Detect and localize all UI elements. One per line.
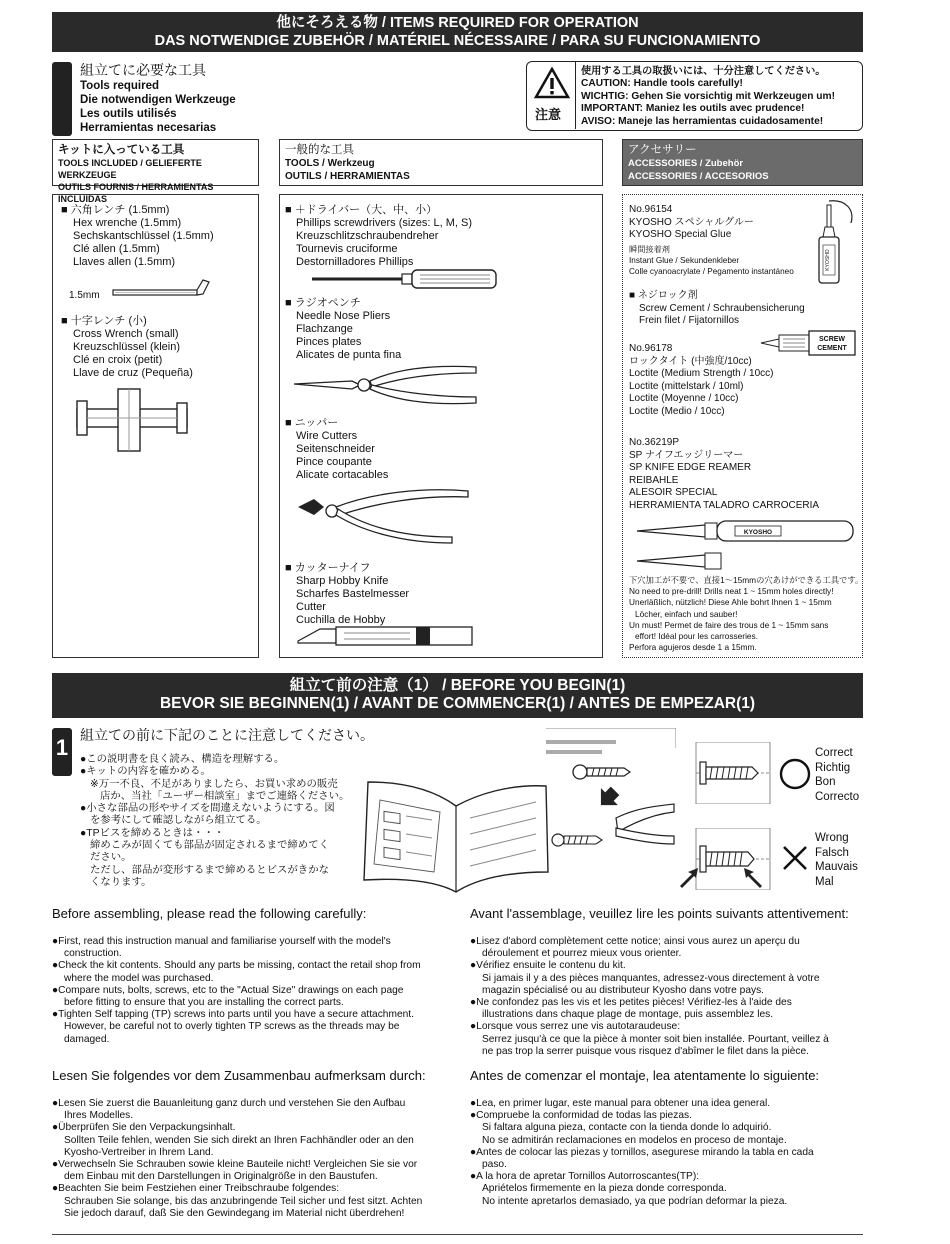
bottom-rule xyxy=(52,1234,863,1235)
step-item: 店か、当社「ユーザー相談室」までご連絡ください。 xyxy=(100,790,350,802)
correct-screw-icon xyxy=(690,742,776,804)
section2-title-2: BEVOR SIE BEGINNEN(1) / AVANT DE COMMENCER(1) / ANTES DE EMPEZAR(1) xyxy=(159,695,756,712)
hex-wrench-line: Sechskantschlüssel (1.5mm) xyxy=(73,230,214,242)
section2-bar xyxy=(52,673,863,718)
knife-text xyxy=(285,562,409,627)
correct-labels xyxy=(815,746,859,804)
glue-small-line: Instant Glue / Sekundenkleber xyxy=(629,256,740,265)
nipper-line: Seitenschneider xyxy=(296,443,375,455)
reamer-line: No.36219P xyxy=(629,437,680,448)
reamer-note: Perfora agujeros desde 1 a 15mm. xyxy=(629,642,757,653)
correct-label: Correcto xyxy=(815,790,860,803)
spanish-line: No intente apretarlos demasiado, ya que podrían deformar la pieza. xyxy=(482,1195,788,1207)
warning-triangle-icon xyxy=(534,67,570,99)
hex-wrench-line: Hex wrenche (1.5mm) xyxy=(73,217,182,229)
french-line: ●Vérifiez ensuite le contenu du kit. xyxy=(470,960,626,972)
col1-header-2: OUTILS FOURNIS / HERRAMIENTAS INCLUIDAS xyxy=(58,182,214,204)
step-item: くなります。 xyxy=(90,876,152,888)
caution-mark: 注意 xyxy=(535,107,562,122)
wrong-label: Wrong xyxy=(815,832,849,844)
german-line: Kyosho-Vertreiber in Ihrem Land. xyxy=(64,1146,214,1158)
correct-label: Bon xyxy=(815,776,836,788)
german-line: ●Beachten Sie beim Festziehen einer Treibschraube folgendes: xyxy=(52,1183,340,1195)
section2-title-1: 組立て前の注意（1） / BEFORE YOU BEGIN(1) xyxy=(289,677,626,694)
german-line: dem Einbau mit den Darstellungen in Originalgröße in den Baustufen. xyxy=(64,1171,378,1183)
nipper-title: ■ ニッパー xyxy=(285,417,339,429)
step-item: ●キットの内容を確かめる。 xyxy=(80,766,211,778)
knife-title: ■ カッターナイフ xyxy=(285,562,371,574)
caution-line-en: CAUTION: Handle tools carefully! xyxy=(581,78,743,90)
loctite-line: No.96178 xyxy=(629,343,673,354)
nipper-line: Pince coupante xyxy=(296,456,372,468)
tools-required-jp: 組立てに必要な工具 xyxy=(80,62,206,78)
step-number: 1 xyxy=(55,735,69,760)
cross-wrench-icon xyxy=(73,387,191,453)
col1-header-1: TOOLS INCLUDED / GELIEFERTE WERKZEUGE xyxy=(58,158,202,180)
header-title-1: 他にそろえる物 / ITEMS REQUIRED FOR OPERATION xyxy=(276,15,639,31)
knife-line: Cutter xyxy=(296,601,326,613)
tools-required-marker xyxy=(52,62,72,136)
pliers-title: ■ ラジオペンチ xyxy=(285,297,361,309)
spanish-line: Si faltara alguna pieza, contacte con la tienda donde lo adquirió. xyxy=(482,1122,772,1134)
german-line: Sollten Teile fehlen, wenden Sie sich direkt an Ihren Fachhändler oder an den xyxy=(64,1134,414,1146)
lock-line: Frein filet / Fijatornillos xyxy=(639,315,740,326)
loctite-line: ロックタイト (中強度/10cc) xyxy=(629,355,752,367)
spanish-body xyxy=(470,1098,865,1208)
reamer-note: No need to pre-drill! Drills neat 1 ~ 15mm holes directly! xyxy=(629,586,834,597)
english-body xyxy=(52,936,457,1046)
screwdriver-icon xyxy=(310,267,500,291)
knife-line: Cuchilla de Hobby xyxy=(296,614,386,626)
caution-box xyxy=(526,61,863,131)
german-line: ●Verwechseln Sie Schrauben sowie kleine Bauteile nicht! Vergleichen Sie sie vor xyxy=(52,1159,418,1171)
cross-wrench-title: ■ 十字レンチ (小) xyxy=(61,315,147,327)
glue-bottle-icon xyxy=(815,199,857,287)
tube-label-1: SCREW xyxy=(818,336,846,343)
spanish-section xyxy=(470,1068,865,1208)
german-body xyxy=(52,1098,457,1220)
english-line: ●Tighten Self tapping (TP) screws into parts until you have a secure attachment. xyxy=(52,1009,414,1021)
english-line: construction. xyxy=(64,948,122,960)
caution-line-jp: 使用する工具の取扱いには、十分注意してください。 xyxy=(581,66,826,77)
caution-line-es: AVISO: Maneje las herramientas cuidadosamente! xyxy=(581,115,824,127)
english-line: damaged. xyxy=(64,1033,110,1045)
reamer-line: SP ナイフエッジリーマー xyxy=(629,449,744,461)
knife-line: Scharfes Bastelmesser xyxy=(296,588,410,600)
screw-cement-tube-icon xyxy=(759,329,859,357)
english-section xyxy=(52,906,457,1046)
lock-title: ■ ネジロック剤 xyxy=(629,290,698,301)
hobby-knife-icon xyxy=(296,623,476,649)
english-line: However, be careful not to overly tighten TP screws as the threads may be xyxy=(64,1021,400,1033)
reamer-note: Un must! Permet de faire des trous de 1 ~ 15mm sans xyxy=(629,619,829,630)
col2-header-2: OUTILS / HERRAMIENTAS xyxy=(285,171,410,182)
tools-required-de: Die notwendigen Werkzeuge xyxy=(80,94,236,106)
french-line: Si jamais il y a des pièces manquantes, adressez-vous directement à votre xyxy=(482,972,820,984)
col2-header xyxy=(279,139,603,186)
wrong-label: Mauvais xyxy=(815,861,858,873)
french-line: ●Ne confondez pas les vis et les petites pièces! Vérifiez-les à l'aide des xyxy=(470,997,792,1009)
hex-wrench-icon xyxy=(111,278,211,304)
spanish-line: ●Antes de colocar las piezas y tornillos, asegurese mirando la tabla en cada xyxy=(470,1146,814,1158)
cross-wrench-line: Kreuzschlüssel (klein) xyxy=(73,341,180,353)
col1-header-jp: キットに入っている工具 xyxy=(58,144,185,156)
lock-text xyxy=(629,290,805,328)
reamer-line: HERRAMIENTA TALADRO CARROCERIA xyxy=(629,499,820,511)
french-line: Serrez jusqu'à ce que la pièce à monter soit bien installée. Pourtant, veillez à xyxy=(482,1033,829,1045)
cross-wrench-line: Cross Wrench (small) xyxy=(73,328,179,340)
pliers-line: Needle Nose Pliers xyxy=(296,310,391,322)
reamer-note: Unerläßlich, nützlich! Diese Ahle bohrt Ihnen 1 ~ 15mm xyxy=(629,597,832,608)
phillips-text xyxy=(285,204,472,269)
german-line: ●Lesen Sie zuerst die Bauanleitung ganz durch und verstehen Sie den Aufbau xyxy=(52,1098,406,1109)
wrong-x-icon xyxy=(781,844,809,872)
spanish-title: Antes de comenzar el montaje, lea atentamente lo siguiente: xyxy=(470,1068,820,1083)
correct-label: Correct xyxy=(815,747,853,759)
german-line: ●Überprüfen Sie den Verpackungsinhalt. xyxy=(52,1122,236,1134)
step-number-badge xyxy=(52,728,72,776)
glue-line: KYOSHO スペシャルグルー xyxy=(629,216,754,228)
correct-label: Richtig xyxy=(815,761,851,774)
tools-required-fr: Les outils utilisés xyxy=(80,108,177,120)
spanish-line: paso. xyxy=(482,1159,507,1171)
english-title: Before assembling, please read the following carefully: xyxy=(52,906,367,921)
english-line: ●Compare nuts, bolts, screws, etc to the "Actual Size" drawings on each page xyxy=(52,984,404,996)
tools-required-en: Tools required xyxy=(80,80,160,92)
french-line: ●Lorsque vous serrez une vis autotaraudeuse: xyxy=(470,1021,681,1033)
reamer-line: ALESOIR SPECIAL xyxy=(629,487,718,498)
hex-wrench-line: Clé allen (1.5mm) xyxy=(73,243,160,255)
german-line: Ihres Modelles. xyxy=(64,1110,134,1122)
tools-required-block xyxy=(80,61,236,135)
screw-actual-size-icon xyxy=(546,728,676,888)
german-title: Lesen Sie folgendes vor dem Zusammenbau aufmerksam durch: xyxy=(52,1068,426,1083)
col3-header-1: ACCESSORIES / Zubehör xyxy=(628,158,744,169)
col1-panel xyxy=(52,194,259,658)
french-body xyxy=(470,936,865,1058)
manual-book-icon xyxy=(360,760,552,900)
phillips-line: Tournevis cruciforme xyxy=(296,243,398,255)
step-item: を参考にして確認しながら組立てる。 xyxy=(90,815,267,827)
reamer-text xyxy=(629,437,819,512)
english-line: ●First, read this instruction manual and familiarise yourself with the model's xyxy=(52,936,391,947)
glue-small-text xyxy=(629,244,794,277)
spanish-line: No se admitirán reclamaciones en modelos en proceso de montaje. xyxy=(482,1134,787,1146)
reamer-icon xyxy=(635,517,857,573)
pliers-line: Pinces plates xyxy=(296,336,362,348)
french-line: déroulement et pourrez mieux vous orienter. xyxy=(482,948,682,960)
phillips-line: Kreuzschlitzschraubendreher xyxy=(296,230,439,242)
wrong-label: Falsch xyxy=(815,846,849,859)
step-item: ●小さな部品の形やサイズを間違えないようにする。図 xyxy=(80,803,335,815)
step-title: 組立ての前に下記のことに注意してください。 xyxy=(80,727,374,743)
step-list xyxy=(80,754,349,889)
english-line: where the model was purchased. xyxy=(64,972,214,984)
step-item: ●この説明書を良く読み、構造を理解する。 xyxy=(80,754,285,765)
phillips-line: Phillips screwdrivers (sizes: L, M, S) xyxy=(296,217,473,229)
loctite-line: Loctite (Medio / 10cc) xyxy=(629,405,725,417)
spanish-line: ●Compruebe la conformidad de todas las piezas. xyxy=(470,1110,692,1122)
reamer-note: 下穴加工が不要で、直接1～15mmの穴あけができる工具です。 xyxy=(629,575,864,585)
caution-line-de: WICHTIG: Gehen Sie vorsichtig mit Werkzeugen um! xyxy=(581,90,835,102)
german-line: Sie jedoch darauf, daß Sie den Gewindegang im Material nicht überdrehen! xyxy=(64,1207,405,1219)
reamer-notes xyxy=(629,575,863,653)
step-item: ●TPビスを締めるときは・・・ xyxy=(80,827,225,839)
phillips-line: Destornilladores Phillips xyxy=(296,256,414,268)
spanish-line: ●Lea, en primer lugar, este manual para obtener una idea general. xyxy=(470,1098,771,1109)
step-item: ただし、部品が変形するまで締めるとビスがきかな xyxy=(90,864,329,876)
nipper-line: Wire Cutters xyxy=(296,430,358,442)
loctite-line: Loctite (mittelstark / 10ml) xyxy=(629,380,744,392)
caution-text xyxy=(581,66,835,128)
glue-text xyxy=(629,204,754,242)
reamer-note: effort! Idéal pour les carrosseries. xyxy=(635,631,758,642)
pliers-text xyxy=(285,297,401,362)
col1-header xyxy=(52,139,259,204)
glue-small-line: 瞬間接着剤 xyxy=(629,245,670,254)
wrong-screw-icon xyxy=(678,828,776,890)
step-item: 締めこみが固くても部品が固定されるまで締めてく xyxy=(90,840,329,852)
caution-divider xyxy=(575,62,576,129)
french-line: ne pas trop la serrer puisque vous risquez d'abîmer le filet dans la pièce. xyxy=(482,1045,809,1057)
spanish-line: Apriételos firmemente en la pieza donde corresponda. xyxy=(482,1183,727,1195)
pliers-line: Flachzange xyxy=(296,323,353,335)
col3-header xyxy=(622,139,863,186)
glue-line: No.96154 xyxy=(629,204,673,215)
step-item: ※万一不良、不足がありましたら、お買い求めの販売 xyxy=(90,778,338,790)
german-line: Schrauben Sie solange, bis das anzubringende Teil sicher und fest sitzt. Achten xyxy=(64,1195,423,1207)
french-line: ●Lisez d'abord complètement cette notice; ainsi vous aurez un aperçu du xyxy=(470,936,800,947)
pliers-line: Alicates de punta fina xyxy=(296,349,402,361)
french-line: magazin spécialisé ou au distributeur Kyosho dans votre pays. xyxy=(482,984,765,996)
col2-header-jp: 一般的な工具 xyxy=(285,144,354,156)
knife-line: Sharp Hobby Knife xyxy=(296,575,389,587)
correct-circle-icon xyxy=(778,757,812,791)
glue-line: KYOSHO Special Glue xyxy=(629,229,732,240)
col2-header-1: TOOLS / Werkzeug xyxy=(285,158,375,169)
nipper-text xyxy=(285,417,388,482)
col3-header-2: ACCESSORIES / ACCESORIOS xyxy=(628,171,769,182)
french-section xyxy=(470,906,865,1058)
header-title-2: DAS NOTWENDIGE ZUBEHÖR / MATÉRIEL NÉCESSAIRE / PARA SU FUNCIONAMIENTO xyxy=(154,33,761,49)
wire-cutters-icon xyxy=(292,485,472,547)
col3-panel xyxy=(622,194,863,658)
loctite-line: Loctite (Moyenne / 10cc) xyxy=(629,393,739,404)
reamer-note: Löcher, einfach und sauber! xyxy=(635,608,738,619)
french-line: illustrations dans chaque plage de montage, puis assemblez les. xyxy=(482,1009,774,1021)
tube-label-2: CEMENT xyxy=(817,345,847,352)
hex-wrench-size: 1.5mm xyxy=(69,290,100,301)
english-line: before fitting to ensure that you are installing the correct parts. xyxy=(64,997,344,1009)
hex-wrench-text xyxy=(61,204,214,269)
german-section xyxy=(52,1068,457,1220)
french-title: Avant l'assemblage, veuillez lire les points suivants attentivement: xyxy=(470,906,849,921)
caution-line-fr: IMPORTANT: Maniez les outils avec prudence! xyxy=(581,103,805,115)
spanish-line: ●A la hora de apretar Tornillos Autorroscantes(TP): xyxy=(470,1171,700,1183)
cross-wrench-line: Clé en croix (petit) xyxy=(73,354,163,366)
loctite-text xyxy=(629,343,774,418)
phillips-title: ■ ＋ドライバー（大、中、小） xyxy=(285,204,438,216)
cross-wrench-text xyxy=(61,315,193,380)
glue-bottle-label: KYOSHO xyxy=(825,249,831,271)
glue-small-line: Colle cyanoacrylate / Pegamento instantáneo xyxy=(629,267,794,276)
step-item: ださい。 xyxy=(90,852,132,864)
lock-line: Screw Cement / Schraubensicherung xyxy=(639,302,805,314)
col3-header-jp: アクセサリー xyxy=(628,144,697,156)
english-line: ●Check the kit contents. Should any parts be missing, contact the retail shop from xyxy=(52,960,421,972)
header-bar xyxy=(52,12,863,52)
loctite-line: Loctite (Medium Strength / 10cc) xyxy=(629,368,774,379)
tools-required-es: Herramientas necesarias xyxy=(80,122,217,134)
wrong-label: Mal xyxy=(815,875,834,888)
col2-panel xyxy=(279,194,603,658)
reamer-line: SP KNIFE EDGE REAMER xyxy=(629,462,752,473)
nipper-line: Alicate cortacables xyxy=(296,469,389,481)
cross-wrench-line: Llave de cruz (Pequeña) xyxy=(73,367,193,379)
hex-wrench-title: ■ 六角レンチ (1.5mm) xyxy=(61,204,170,216)
reamer-brand-label: KYOSHO xyxy=(743,529,773,536)
wrong-labels xyxy=(815,831,858,889)
reamer-line: REIBAHLE xyxy=(629,474,679,486)
needle-nose-pliers-icon xyxy=(290,363,480,407)
hex-wrench-line: Llaves allen (1.5mm) xyxy=(73,256,176,268)
